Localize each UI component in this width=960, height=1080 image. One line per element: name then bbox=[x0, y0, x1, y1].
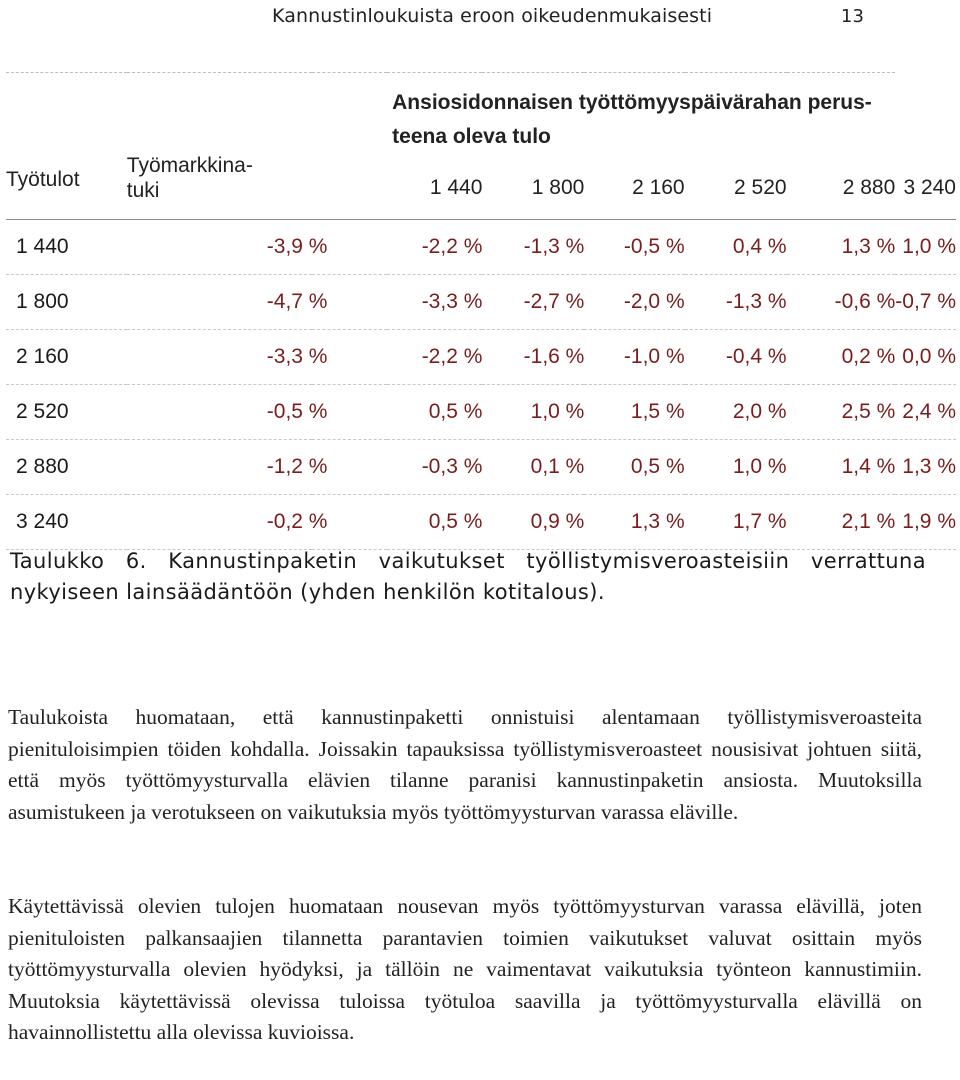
tm-value-cell: -1,2 % bbox=[127, 440, 387, 495]
column-header: 1 440 bbox=[387, 156, 482, 219]
column-header: 2 880 bbox=[787, 156, 896, 219]
value-cell: -0,4 % bbox=[685, 330, 787, 385]
value-cell: 0,2 % bbox=[787, 330, 896, 385]
value-cell: -3,3 % bbox=[387, 275, 482, 330]
data-table bbox=[6, 72, 956, 550]
value-cell: 0,0 % bbox=[895, 330, 956, 385]
value-cell: 1,0 % bbox=[685, 440, 787, 495]
column-header: 3 240 bbox=[895, 156, 956, 219]
value-cell: 1,0 % bbox=[895, 220, 956, 275]
value-cell: 2,5 % bbox=[787, 385, 896, 440]
value-cell: -0,7 % bbox=[895, 275, 956, 330]
table-row bbox=[6, 220, 956, 275]
value-cell: 1,4 % bbox=[787, 440, 896, 495]
value-cell: -1,3 % bbox=[685, 275, 787, 330]
column-header: 2 160 bbox=[584, 156, 684, 219]
table-body bbox=[6, 220, 956, 550]
value-cell: -2,2 % bbox=[387, 220, 482, 275]
value-cell: 0,1 % bbox=[482, 440, 584, 495]
value-cell: 1,3 % bbox=[584, 495, 684, 550]
value-cell: -0,5 % bbox=[584, 220, 684, 275]
row-label: 1 800 bbox=[6, 275, 127, 330]
value-cell: 2,1 % bbox=[787, 495, 896, 550]
value-cell: 1,7 % bbox=[685, 495, 787, 550]
tm-value-cell: -0,2 % bbox=[127, 495, 387, 550]
row-label: 3 240 bbox=[6, 495, 127, 550]
paragraph-2: Käytettävissä olevien tulojen huomataan nousevan myös työttömyysturvan varassa elävillä, joten pienituloisten palkansaajien tilannetta parantavien toimien vaikutukset valuvat osittain myös työttömyysturvalla olevien hyödyksi, ja tällöin ne vaimentavat vaikutuksia työnteon kannustimiin. Muutoksia käytettävissä olevissa tuloissa työtuloa saavilla ja työttömyysturvalla elävillä on havainnollistettu alla olevissa kuvioissa. bbox=[8, 894, 922, 1044]
table-row bbox=[6, 275, 956, 330]
group-title: Ansiosidonnaisen työttömyyspäivärahan perus- teena oleva tulo bbox=[387, 73, 895, 157]
value-cell: 1,3 % bbox=[895, 440, 956, 495]
value-cell: 0,5 % bbox=[387, 385, 482, 440]
value-cell: 0,5 % bbox=[387, 495, 482, 550]
page-number: 13 bbox=[840, 5, 864, 27]
value-cell: -1,6 % bbox=[482, 330, 584, 385]
value-cell: 0,9 % bbox=[482, 495, 584, 550]
running-header bbox=[272, 0, 864, 32]
value-cell: 0,4 % bbox=[685, 220, 787, 275]
value-cell: 1,5 % bbox=[584, 385, 684, 440]
table-row bbox=[6, 385, 956, 440]
tm-value-cell: -4,7 % bbox=[127, 275, 387, 330]
paragraph-1: Taulukoista huomataan, että kannustinpaketti onnistuisi alentamaan työllistymisveroasteita pienituloisimpien töiden kohdalla. Joissakin tapauksissa työllistymisveroasteet nousisivat johtuen siitä, että myös työttömyysturvalla elävien tilanne paranisi kannustinpaketin ansiosta. Muutoksilla asumistukeen ja verotukseen on vaikutuksia myös työttömyysturvan varassa eläville. bbox=[8, 705, 922, 824]
table-caption: Taulukko 6. Kannustinpaketin vaikutukset työllistymisveroasteisiin verrattuna nykyiseen lainsäädäntöön (yhden henkilön kotitalous). bbox=[10, 549, 926, 604]
row-label: 2 160 bbox=[6, 330, 127, 385]
row-label: 2 880 bbox=[6, 440, 127, 495]
value-cell: -2,7 % bbox=[482, 275, 584, 330]
row-header-label: Työtulot bbox=[6, 73, 127, 220]
row-label: 1 440 bbox=[6, 220, 127, 275]
tm-header-label: Työmarkkina- tuki bbox=[127, 73, 312, 220]
table-row bbox=[6, 330, 956, 385]
table-row bbox=[6, 495, 956, 550]
tm-value-cell: -3,3 % bbox=[127, 330, 387, 385]
table-row bbox=[6, 440, 956, 495]
value-cell: -1,3 % bbox=[482, 220, 584, 275]
value-cell: 2,4 % bbox=[895, 385, 956, 440]
value-cell: 0,5 % bbox=[584, 440, 684, 495]
value-cell: -0,6 % bbox=[787, 275, 896, 330]
table-header-group-row bbox=[6, 73, 956, 157]
row-label: 2 520 bbox=[6, 385, 127, 440]
column-header: 2 520 bbox=[685, 156, 787, 219]
value-cell: -2,2 % bbox=[387, 330, 482, 385]
value-cell: 2,0 % bbox=[685, 385, 787, 440]
value-cell: 1,9 % bbox=[895, 495, 956, 550]
tm-value-cell: -3,9 % bbox=[127, 220, 387, 275]
value-cell: -0,3 % bbox=[387, 440, 482, 495]
tm-value-cell: -0,5 % bbox=[127, 385, 387, 440]
value-cell: 1,0 % bbox=[482, 385, 584, 440]
value-cell: -2,0 % bbox=[584, 275, 684, 330]
running-header-title: Kannustinloukuista eroon oikeudenmukaisesti bbox=[272, 5, 713, 27]
column-header: 1 800 bbox=[482, 156, 584, 219]
value-cell: -1,0 % bbox=[584, 330, 684, 385]
value-cell: 1,3 % bbox=[787, 220, 896, 275]
